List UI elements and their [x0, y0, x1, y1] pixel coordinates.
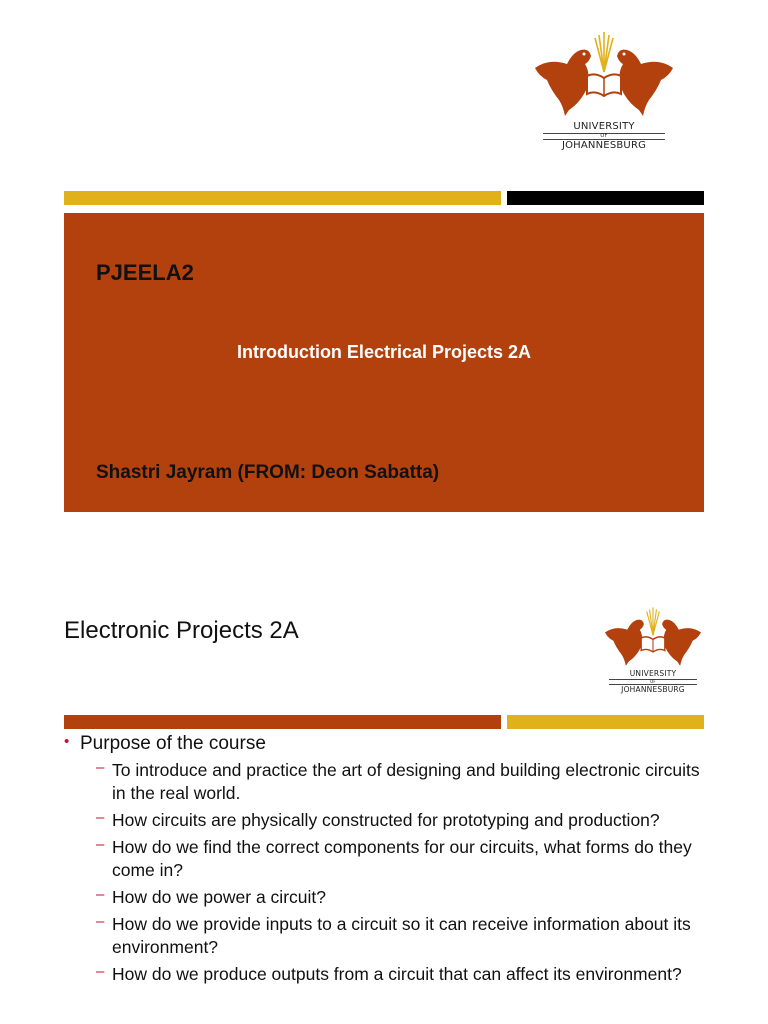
sub-bullet-item	[64, 759, 704, 805]
black-divider-bar	[507, 191, 704, 205]
sub-bullet-text: How circuits are physically constructed for prototyping and production?	[112, 810, 660, 830]
dash-icon: –	[96, 809, 105, 826]
logo-line-university: UNIVERSITY	[629, 669, 677, 678]
university-logo	[528, 30, 680, 151]
logo-line-of: OF	[609, 679, 697, 685]
dash-icon: –	[96, 913, 105, 930]
logo-line-university: UNIVERSITY	[573, 121, 635, 132]
sub-bullet-item	[64, 963, 704, 986]
twin-birds-emblem-icon	[529, 30, 679, 122]
logo-line-of: OF	[543, 133, 665, 140]
presenter-name: Shastri Jayram (FROM: Deon Sabatta)	[96, 462, 440, 483]
dash-icon: –	[96, 886, 105, 903]
bullet-content	[64, 732, 704, 990]
sub-bullet-text: How do we find the correct components for our circuits, what forms do they come in?	[112, 837, 692, 880]
orange-divider-bar	[64, 715, 501, 729]
sub-bullet-item	[64, 886, 704, 909]
bullet-text: Purpose of the course	[80, 733, 266, 754]
sub-bullet-item	[64, 836, 704, 882]
logo-line-johannesburg: JOHANNESBURG	[561, 140, 647, 151]
sub-bullet-text: How do we produce outputs from a circuit that can affect its environment?	[112, 964, 682, 984]
dash-icon: –	[96, 759, 105, 776]
logo-wordmark	[528, 122, 680, 151]
slide-title: Electronic Projects 2A	[64, 617, 299, 644]
gold-divider-bar	[64, 191, 501, 205]
gold-divider-bar	[507, 715, 704, 729]
sub-bullet-text: How do we provide inputs to a circuit so it can receive information about its environment?	[112, 914, 691, 957]
dash-icon: –	[96, 836, 105, 853]
sub-bullet-text: To introduce and practice the art of designing and building electronic circuits in the real world.	[112, 760, 700, 803]
bullet-dot-icon: •	[64, 733, 70, 750]
logo-line-johannesburg: JOHANNESBURG	[621, 684, 685, 694]
logo-wordmark	[598, 670, 708, 693]
sub-bullet-item	[64, 809, 704, 832]
twin-birds-emblem-icon	[599, 606, 707, 670]
course-code: PJEELA2	[96, 260, 194, 285]
sub-bullet-item	[64, 913, 704, 959]
sub-bullet-text: How do we power a circuit?	[112, 887, 326, 907]
dash-icon: –	[96, 963, 105, 980]
bullet-item	[64, 732, 704, 755]
university-logo-small	[598, 606, 708, 693]
course-title: Introduction Electrical Projects 2A	[236, 342, 532, 362]
